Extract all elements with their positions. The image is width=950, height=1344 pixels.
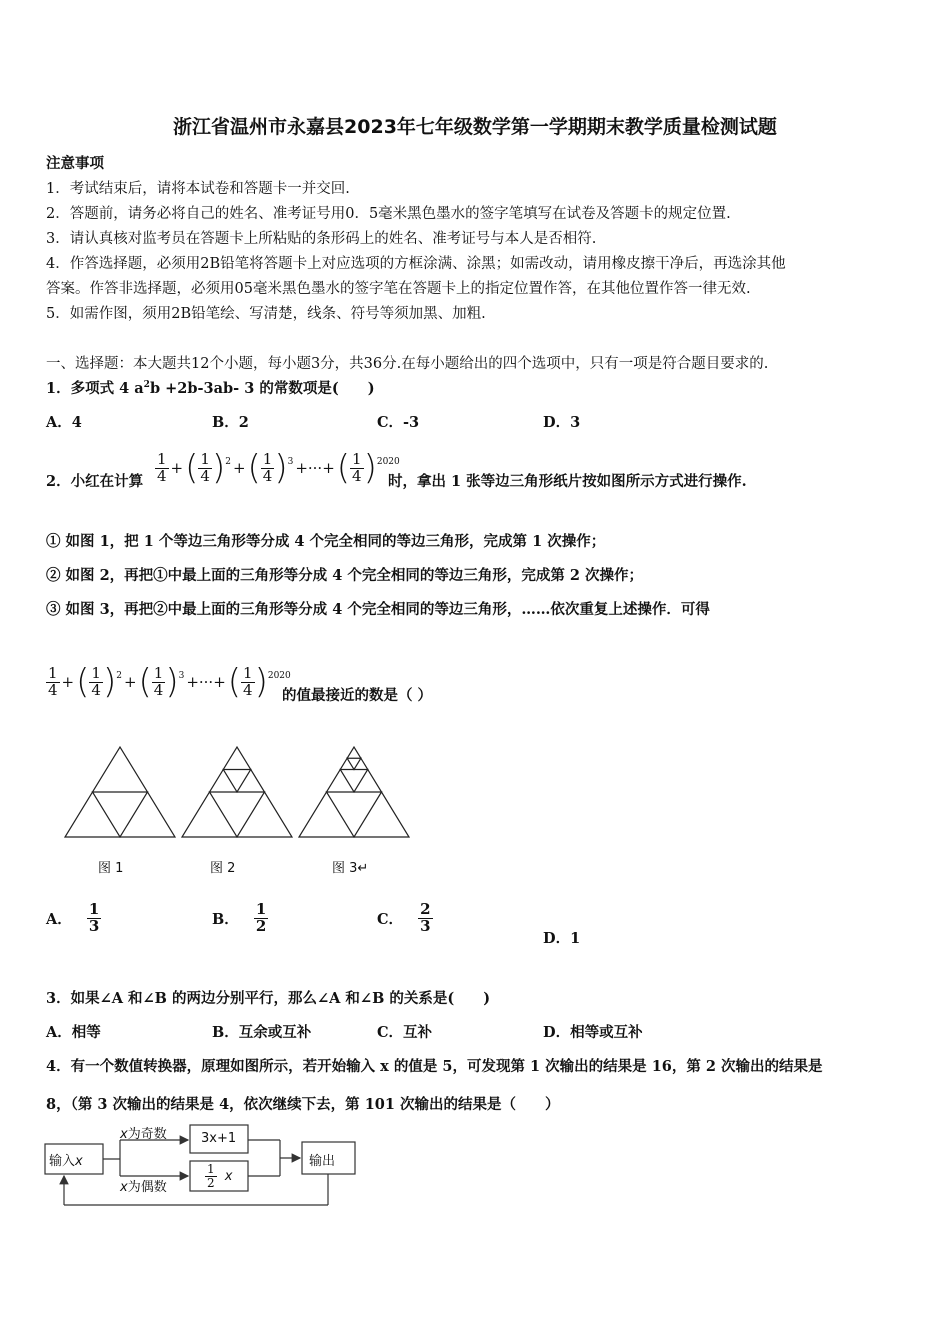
notice-item: 2．答题前，请务必将自己的姓名、准考证号用0．5毫米黑色墨水的签字笔填写在试卷及答题卡的规定位置. — [46, 206, 731, 222]
flow-output-label: 输出 — [309, 1154, 336, 1169]
q2-series-expression: $\frac{1}{4}$ + ( $\frac{1}{4}$ ) 2 + ( $\frac{1}{4}$ ) 3 +···+ ( $\frac{1}{4}$ ) 2020 — [157, 448, 400, 488]
q3-option-c: C．互补 — [377, 1024, 433, 1041]
flow-even-condition: x为偶数 — [120, 1180, 167, 1195]
question-2-prefix: 2．小红在计算 — [46, 473, 144, 490]
q2-option-b: B． $\frac{1}{2}$ — [212, 900, 267, 935]
figure-3 — [299, 747, 409, 837]
question-4-line-2: 8，（第 3 次输出的结果是 4，依次继续下去，第 101 次输出的结果是（ ） — [46, 1096, 560, 1113]
figure-2 — [182, 747, 292, 837]
question-4-line-1: 4．有一个数值转换器，原理如图所示，若开始输入 x 的值是 5，可发现第 1 次输出的结果是 16，第 2 次输出的结果是 — [46, 1058, 823, 1075]
triangle-figures — [60, 742, 410, 842]
notice-item: 4．作答选择题，必须用2B铅笔将答题卡上对应选项的方框涂满、涂黑；如需改动，请用橡皮擦干净后，再选涂其他 — [46, 256, 786, 272]
q1-option-d: D．3 — [543, 414, 581, 431]
figure-3-label: 图 3↵ — [332, 861, 369, 876]
q2-option-c: C． $\frac{2}{3}$ — [377, 900, 431, 935]
question-3: 3．如果∠A 和∠B 的两边分别平行，那么∠A 和∠B 的关系是( ) — [46, 990, 491, 1007]
q2-option-a: A． $\frac{1}{3}$ — [46, 900, 100, 935]
flow-even-operation: $\frac{1}{2}$ x — [207, 1162, 233, 1190]
page-title: 浙江省温州市永嘉县2023年七年级数学第一学期期末教学质量检测试题 — [173, 116, 777, 138]
notice-item: 5．如需作图，须用2B铅笔绘、写清楚，线条、符号等须加黑、加粗. — [46, 306, 486, 322]
question-1: 1．多项式 4 $a^2b +2b-3ab-$ 3 的常数项是( ) — [46, 380, 375, 397]
flow-odd-condition: x为奇数 — [120, 1127, 167, 1142]
q2-step-1: ① 如图 1，把 1 个等边三角形等分成 4 个完全相同的等边三角形，完成第 1 次操作； — [46, 533, 606, 550]
q3-option-d: D．相等或互补 — [543, 1024, 643, 1041]
notice-heading: 注意事项 — [46, 155, 104, 172]
q1-option-c: C．-3 — [377, 414, 420, 431]
q3-option-b: B．互余或互补 — [212, 1024, 312, 1041]
q3-option-a: A．相等 — [46, 1024, 101, 1041]
q2-ask: 的值最接近的数是（ ） — [282, 687, 433, 704]
q2-option-d: D．1 — [543, 930, 581, 947]
q2-step-3: ③ 如图 3，再把②中最上面的三角形等分成 4 个完全相同的等边三角形，……依次重复上述操作．可得 — [46, 601, 710, 618]
figure-1 — [65, 747, 175, 837]
q1-option-b: B．2 — [212, 414, 249, 431]
figure-1-label: 图 1 — [98, 861, 124, 876]
flow-odd-operation: 3x+1 — [201, 1131, 237, 1146]
q2-step-2: ② 如图 2，再把①中最上面的三角形等分成 4 个完全相同的等边三角形，完成第 2 次操作； — [46, 567, 644, 584]
section-heading: 一、选择题：本大题共12个小题，每小题3分，共36分.在每小题给出的四个选项中，只有一项是符合题目要求的. — [46, 356, 769, 372]
question-2-suffix: 时，拿出 1 张等边三角形纸片按如图所示方式进行操作. — [388, 473, 747, 490]
flow-input-label: 输入x — [49, 1154, 83, 1169]
notice-item: 1．考试结束后，请将本试卷和答题卡一并交回. — [46, 181, 350, 197]
q2-series-expression-2: $\frac{1}{4}$ + ( $\frac{1}{4}$ ) 2 + ( $\frac{1}{4}$ ) 3 +···+ ( $\frac{1}{4}$ ) 2020 — [48, 662, 291, 702]
notice-item: 3．请认真核对监考员在答题卡上所粘贴的条形码上的姓名、准考证号与本人是否相符. — [46, 231, 597, 247]
q1-option-a: A．4 — [46, 414, 82, 431]
notice-item: 答案。作答非选择题，必须用05毫米黑色墨水的签字笔在答题卡上的指定位置作答，在其他位置作答一律无效. — [46, 281, 751, 297]
figure-2-label: 图 2 — [210, 861, 236, 876]
